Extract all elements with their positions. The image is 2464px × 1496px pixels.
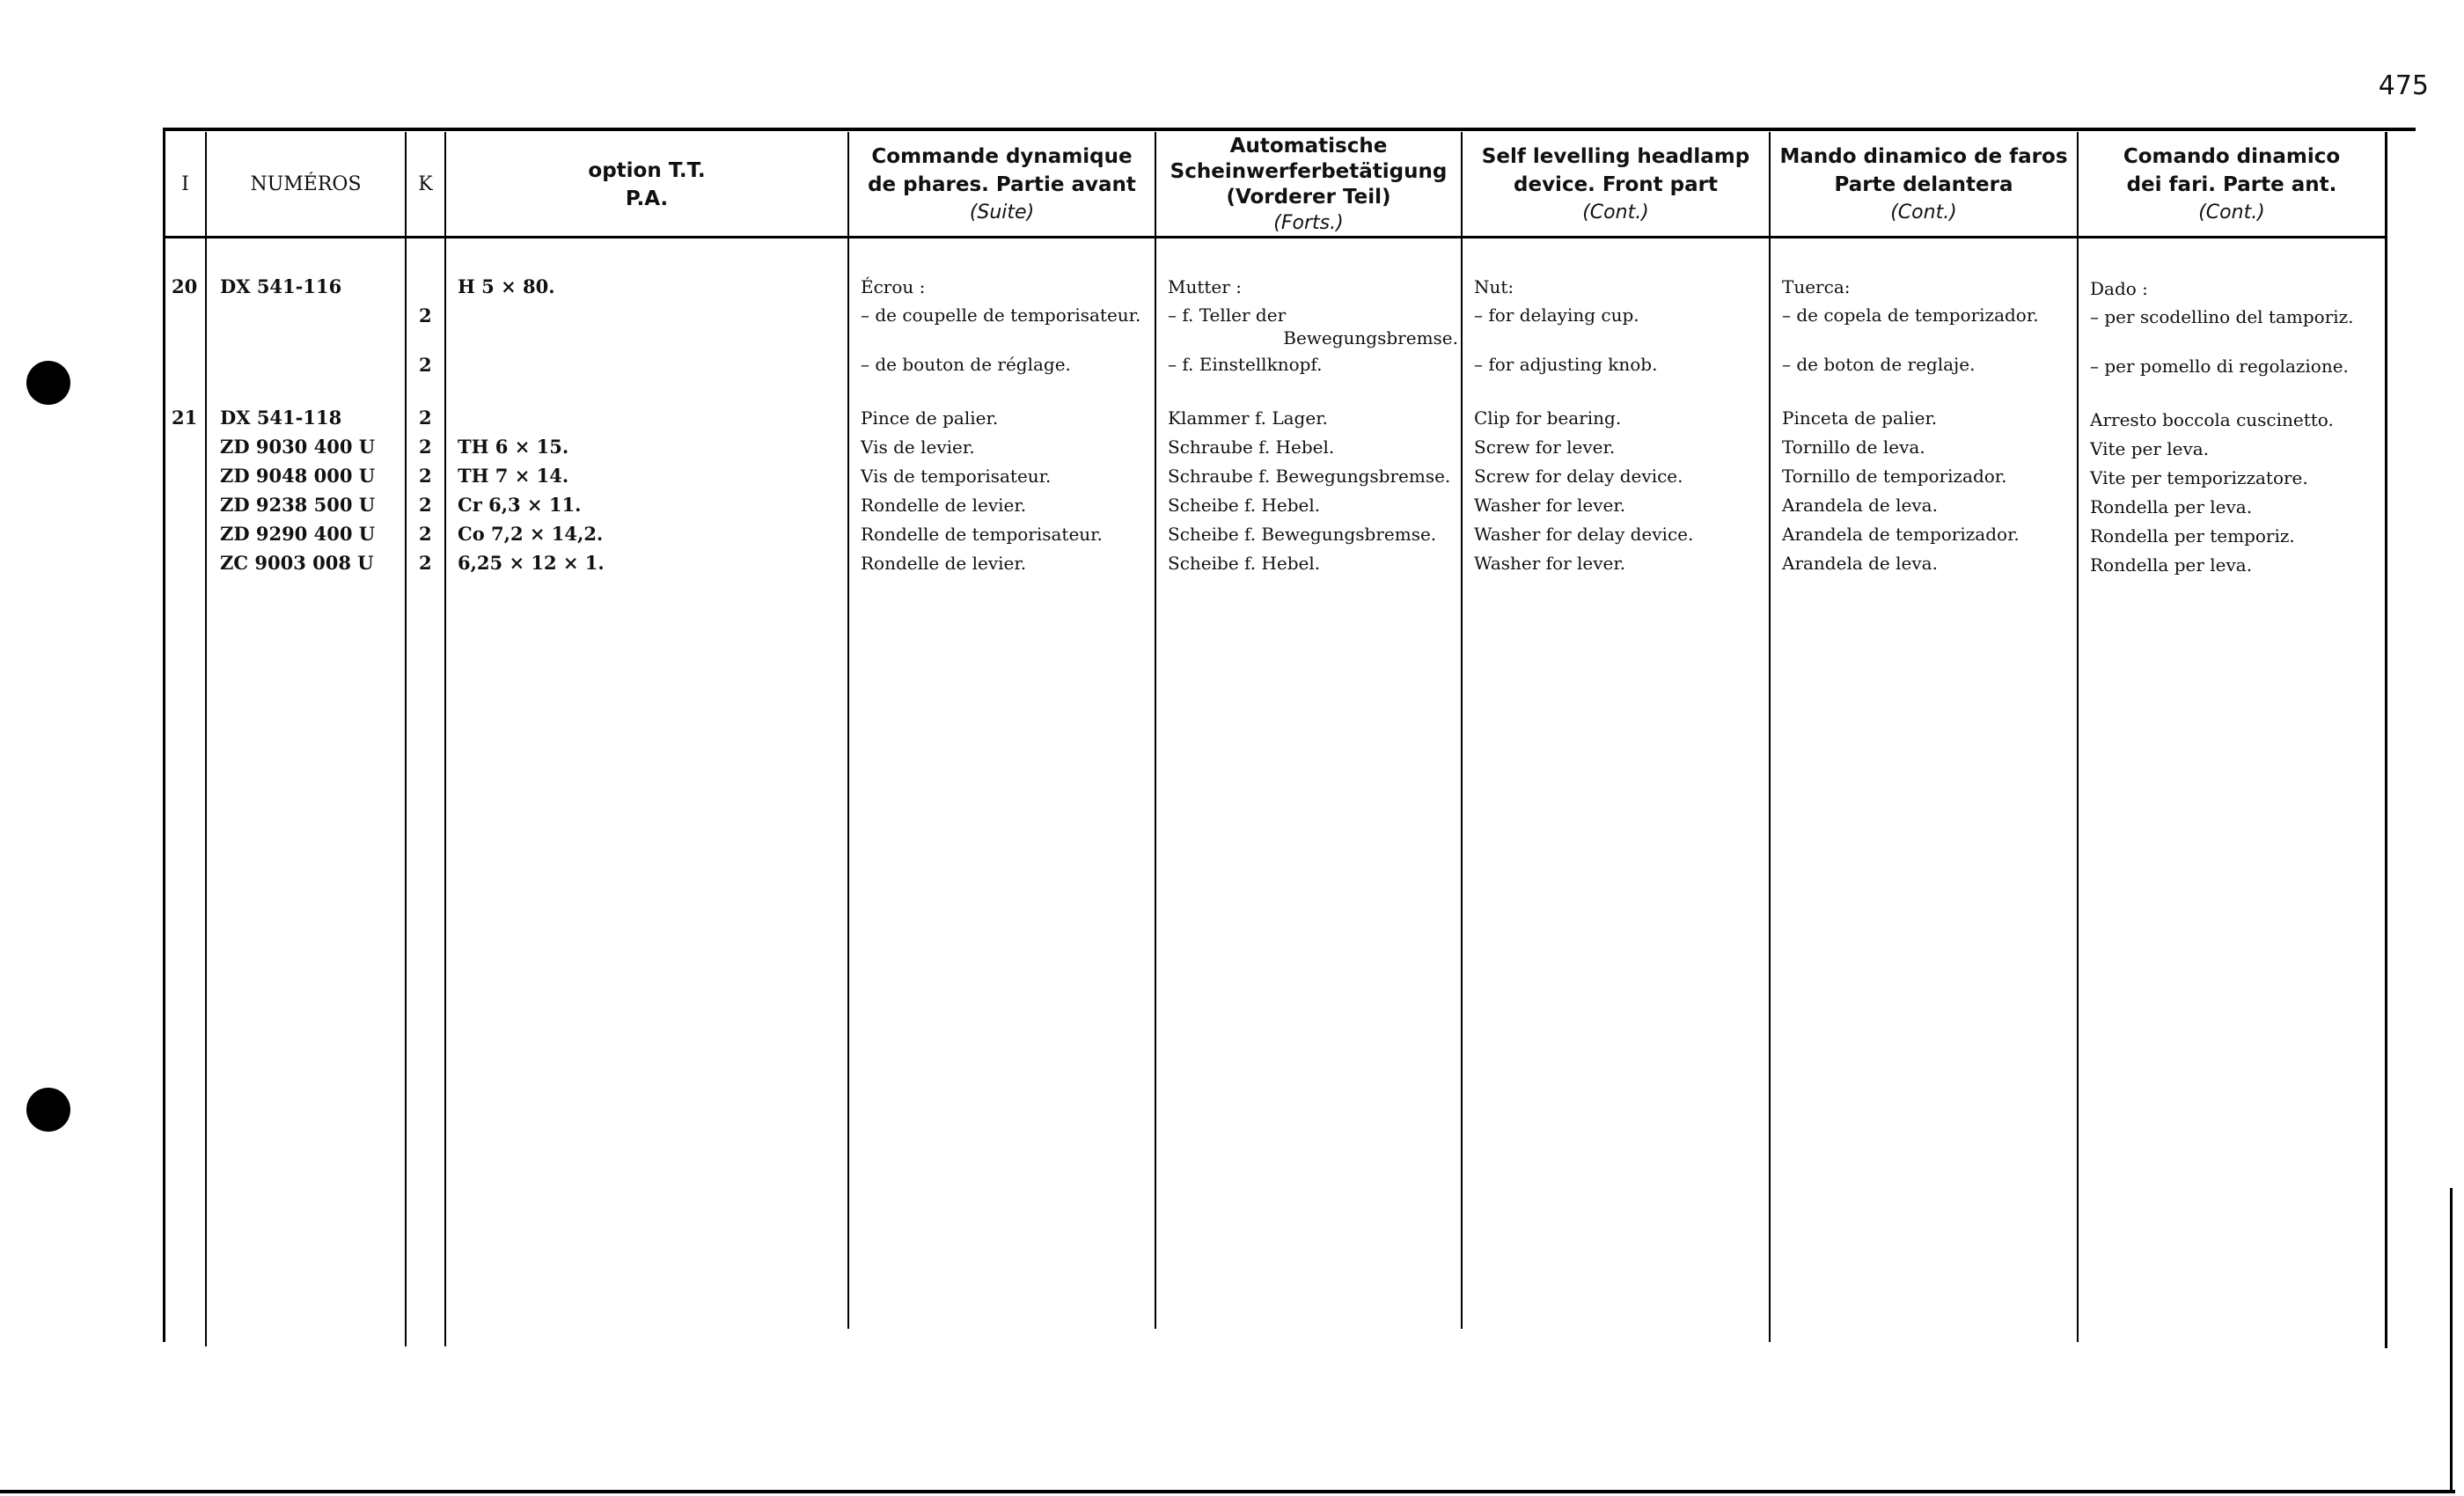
- description-french: – de coupelle de temporisateur.: [861, 304, 1141, 326]
- page-right-edge: [2450, 1188, 2453, 1492]
- part-number: DX 541-118: [220, 407, 342, 429]
- row-index: 20: [172, 275, 198, 297]
- header-italian-line: Comando dinamico: [2123, 144, 2341, 168]
- header-index-label: I: [181, 172, 189, 195]
- header-german-sub: (Forts.): [1273, 211, 1344, 234]
- header-italian-sub: (Cont.): [2198, 201, 2265, 224]
- header-k-label: K: [418, 172, 433, 195]
- part-number: ZD 9030 400 U: [220, 436, 376, 458]
- header-spanish-sub: (Cont.): [1890, 201, 1957, 224]
- description-german: Schraube f. Bewegungsbremse.: [1168, 466, 1451, 487]
- header-german-line: Scheinwerferbetätigung: [1170, 159, 1448, 183]
- option-spec: H 5 × 80.: [458, 275, 555, 297]
- description-spanish: – de copela de temporizador.: [1782, 304, 2039, 326]
- k-quantity: 2: [419, 354, 432, 376]
- k-quantity: 2: [419, 304, 432, 326]
- description-german: – f. Teller der: [1168, 304, 1287, 326]
- description-german: Scheibe f. Bewegungsbremse.: [1168, 524, 1437, 545]
- header-english-sub: (Cont.): [1582, 201, 1649, 224]
- table-header-rule: [163, 236, 2387, 238]
- description-german: Klammer f. Lager.: [1168, 407, 1328, 429]
- part-number: ZD 9238 500 U: [220, 494, 376, 516]
- description-german-cont: Bewegungsbremse.: [1283, 327, 1458, 348]
- header-k: [407, 134, 444, 235]
- description-french: Pince de palier.: [861, 407, 999, 429]
- punch-hole-bottom: [26, 1088, 70, 1132]
- header-numbers-label: NUMÉROS: [250, 172, 362, 195]
- description-german: Scheibe f. Hebel.: [1168, 553, 1321, 574]
- description-french: – de bouton de réglage.: [861, 354, 1071, 375]
- description-italian: – per scodellino del tamporiz.: [2090, 306, 2354, 327]
- description-italian: Rondella per leva.: [2090, 496, 2253, 517]
- description-german: Scheibe f. Hebel.: [1168, 495, 1321, 516]
- column-divider: [405, 132, 407, 1346]
- description-french: Rondelle de levier.: [861, 495, 1027, 516]
- description-english: Clip for bearing.: [1474, 407, 1622, 429]
- description-english: Washer for lever.: [1474, 495, 1626, 516]
- header-english-line: device. Front part: [1514, 172, 1718, 196]
- option-spec: TH 6 × 15.: [458, 436, 569, 458]
- header-english-line: Self levelling headlamp: [1481, 144, 1750, 168]
- header-english: [1463, 134, 1769, 235]
- description-english: Washer for delay device.: [1474, 524, 1694, 545]
- option-spec: TH 7 × 14.: [458, 465, 569, 487]
- part-number: ZD 9048 000 U: [220, 465, 376, 487]
- header-italian-line: dei fari. Parte ant.: [2126, 172, 2337, 196]
- table-left-border: [163, 128, 165, 1342]
- description-french: Écrou :: [861, 276, 926, 297]
- description-french: Vis de temporisateur.: [861, 466, 1052, 487]
- description-spanish: Arandela de leva.: [1782, 495, 1938, 516]
- option-spec: Co 7,2 × 14,2.: [458, 523, 604, 545]
- page-bottom-rule: [0, 1490, 2455, 1493]
- header-french-line: Commande dynamique: [871, 144, 1133, 168]
- description-italian: Vite per leva.: [2090, 438, 2210, 459]
- k-quantity: 2: [419, 436, 432, 458]
- table-right-border: [2385, 132, 2387, 1348]
- description-french: Rondelle de temporisateur.: [861, 524, 1103, 545]
- header-option-line: P.A.: [625, 187, 669, 210]
- header-spanish: [1771, 134, 2077, 235]
- header-french: [849, 134, 1155, 235]
- part-number: ZC 9003 008 U: [220, 552, 374, 574]
- description-english: – for delaying cup.: [1474, 304, 1639, 326]
- option-spec: 6,25 × 12 × 1.: [458, 552, 605, 574]
- header-italian: [2079, 134, 2385, 235]
- description-italian: Dado :: [2090, 278, 2148, 299]
- description-french: Vis de levier.: [861, 436, 975, 458]
- column-divider: [444, 132, 446, 1346]
- header-option: [446, 134, 847, 235]
- header-numbers: [207, 134, 405, 235]
- description-italian: Rondella per temporiz.: [2090, 525, 2295, 546]
- description-italian: – per pomello di regolazione.: [2090, 356, 2349, 377]
- description-french: Rondelle de levier.: [861, 553, 1027, 574]
- header-index: [165, 134, 205, 235]
- table-top-border: [163, 128, 2416, 131]
- description-spanish: Tuerca:: [1782, 276, 1851, 297]
- description-spanish: Tornillo de temporizador.: [1782, 466, 2007, 487]
- column-divider: [205, 132, 207, 1346]
- description-german: Schraube f. Hebel.: [1168, 436, 1335, 458]
- description-italian: Rondella per leva.: [2090, 554, 2253, 576]
- column-divider: [1769, 132, 1771, 1342]
- description-spanish: – de boton de reglaje.: [1782, 354, 1976, 375]
- description-english: Washer for lever.: [1474, 553, 1626, 574]
- punch-hole-top: [26, 361, 70, 405]
- column-divider: [1461, 132, 1463, 1329]
- header-french-sub: (Suite): [969, 201, 1035, 224]
- header-spanish-line: Parte delantera: [1834, 172, 2013, 196]
- header-french-line: de phares. Partie avant: [868, 172, 1136, 196]
- part-number: DX 541-116: [220, 275, 342, 297]
- k-quantity: 2: [419, 494, 432, 516]
- description-german: Mutter :: [1168, 276, 1242, 297]
- description-spanish: Arandela de temporizador.: [1782, 524, 2020, 545]
- column-divider: [1155, 132, 1156, 1329]
- k-quantity: 2: [419, 523, 432, 545]
- description-english: Nut:: [1474, 276, 1514, 297]
- k-quantity: 2: [419, 552, 432, 574]
- description-italian: Arresto boccola cuscinetto.: [2090, 409, 2334, 430]
- description-english: Screw for lever.: [1474, 436, 1616, 458]
- description-english: – for adjusting knob.: [1474, 354, 1658, 375]
- k-quantity: 2: [419, 465, 432, 487]
- column-divider: [2077, 132, 2079, 1342]
- header-german: [1156, 134, 1461, 235]
- description-english: Screw for delay device.: [1474, 466, 1683, 487]
- row-index: 21: [172, 407, 198, 429]
- column-divider: [847, 132, 849, 1329]
- description-spanish: Pinceta de palier.: [1782, 407, 1938, 429]
- description-spanish: Tornillo de leva.: [1782, 436, 1925, 458]
- header-german-line: (Vorderer Teil): [1226, 185, 1391, 209]
- k-quantity: 2: [419, 407, 432, 429]
- page-number: 475: [2378, 70, 2429, 101]
- description-german: – f. Einstellknopf.: [1168, 354, 1323, 375]
- header-option-line: option T.T.: [588, 158, 706, 182]
- part-number: ZD 9290 400 U: [220, 523, 376, 545]
- option-spec: Cr 6,3 × 11.: [458, 494, 582, 516]
- description-italian: Vite per temporizzatore.: [2090, 467, 2308, 488]
- header-german-line: Automatische: [1229, 134, 1388, 158]
- description-spanish: Arandela de leva.: [1782, 553, 1938, 574]
- header-spanish-line: Mando dinamico de faros: [1779, 144, 2068, 168]
